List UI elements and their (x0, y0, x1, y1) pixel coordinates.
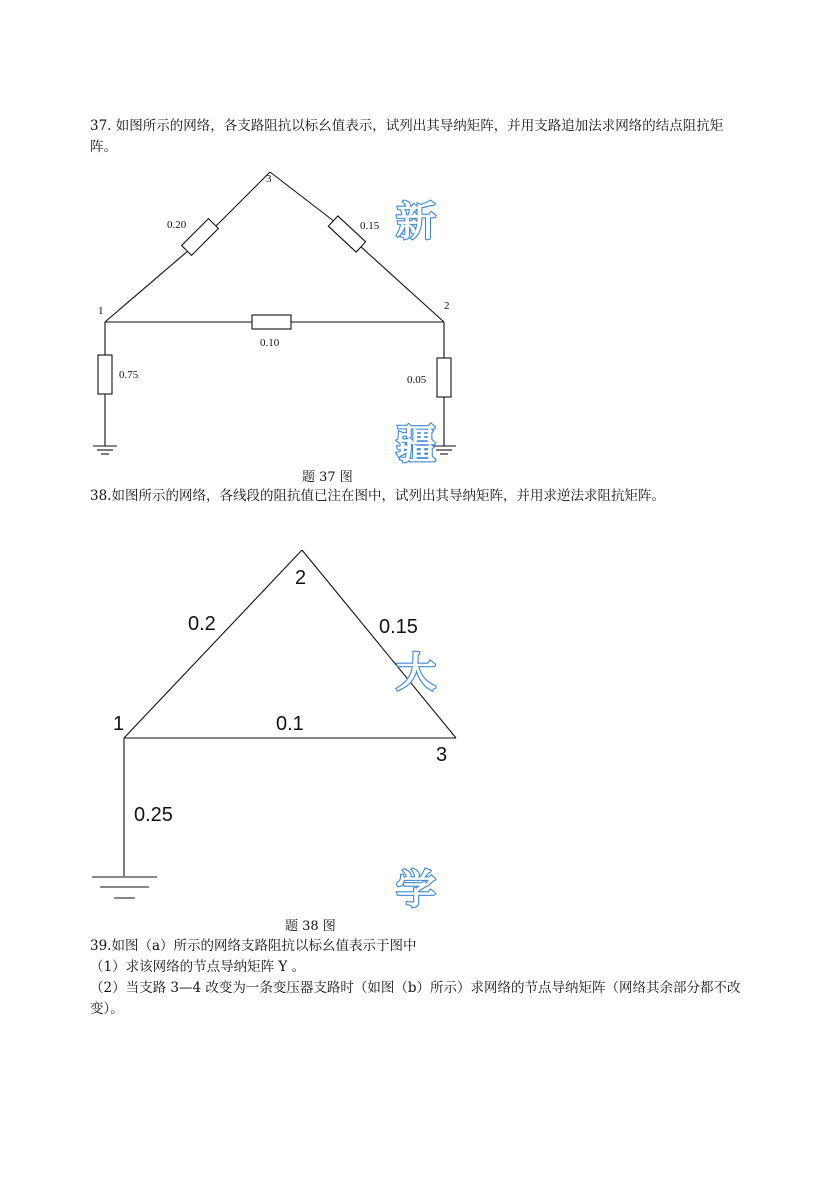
fig37-z10-label: 0.75 (119, 369, 139, 381)
branch-23-line-a (270, 172, 335, 222)
branch-13-line-b (212, 172, 270, 230)
fig38-z23-label: 0.15 (379, 616, 418, 638)
branch-10-resistor (98, 355, 112, 394)
question-39-line-1: 39.如图（a）所示的网络支路阻抗以标幺值表示于图中 (90, 938, 417, 954)
question-39-line-3: （2）当支路 3—4 改变为一条变压器支路时（如图（b）所示）求网络的节点导纳矩阵（网络其余部分都不改变）。 (90, 980, 741, 1017)
branch-23-line (302, 550, 456, 738)
branch-12-line (124, 550, 302, 738)
question-39-text (90, 936, 750, 1020)
watermark-char-4: 学 (396, 867, 436, 913)
fig37-z20-label: 0.05 (407, 374, 427, 386)
fig38-z12-label: 0.2 (188, 613, 216, 635)
branch-23-line-b (360, 246, 444, 322)
question-39-line-2: （1）求该网络的节点导纳矩阵 Y 。 (90, 959, 306, 975)
fig37-z23-label: 0.15 (360, 220, 380, 232)
fig37-node-1: 1 (98, 305, 104, 317)
figure-38 (92, 550, 456, 898)
fig38-node-1: 1 (113, 713, 125, 735)
question-38-text: 38.如图所示的网络，各线段的阻抗值已注在图中，试列出其导纳矩阵，并用求逆法求阻抗矩阵。 (90, 488, 665, 504)
fig37-z12-label: 0.10 (260, 337, 280, 349)
fig38-z13-label: 0.1 (276, 713, 304, 735)
fig38-z10-label: 0.25 (134, 804, 173, 826)
branch-13-resistor (182, 219, 219, 256)
branch-13-line-a (105, 250, 189, 322)
fig37-node-3: 3 (266, 173, 272, 185)
figure-37-caption: 题 37 图 (302, 470, 353, 485)
watermark-char-3: 大 (396, 650, 436, 696)
fig38-node-2: 2 (295, 567, 307, 589)
fig37-z13-label: 0.20 (167, 219, 187, 231)
watermark-char-2: 疆 (396, 422, 436, 468)
watermark-char-1: 新 (396, 199, 436, 245)
fig38-node-3: 3 (436, 744, 448, 766)
branch-20-resistor (437, 358, 451, 397)
question-37-text: 37. 如图所示的网络，各支路阻抗以标幺值表示，试列出其导纳矩阵，并用支路追加法求网络的结点阻抗矩阵。 (90, 118, 724, 155)
branch-12-resistor (252, 315, 291, 329)
fig37-node-2: 2 (444, 300, 450, 312)
figure-38-caption: 题 38 图 (285, 919, 336, 934)
